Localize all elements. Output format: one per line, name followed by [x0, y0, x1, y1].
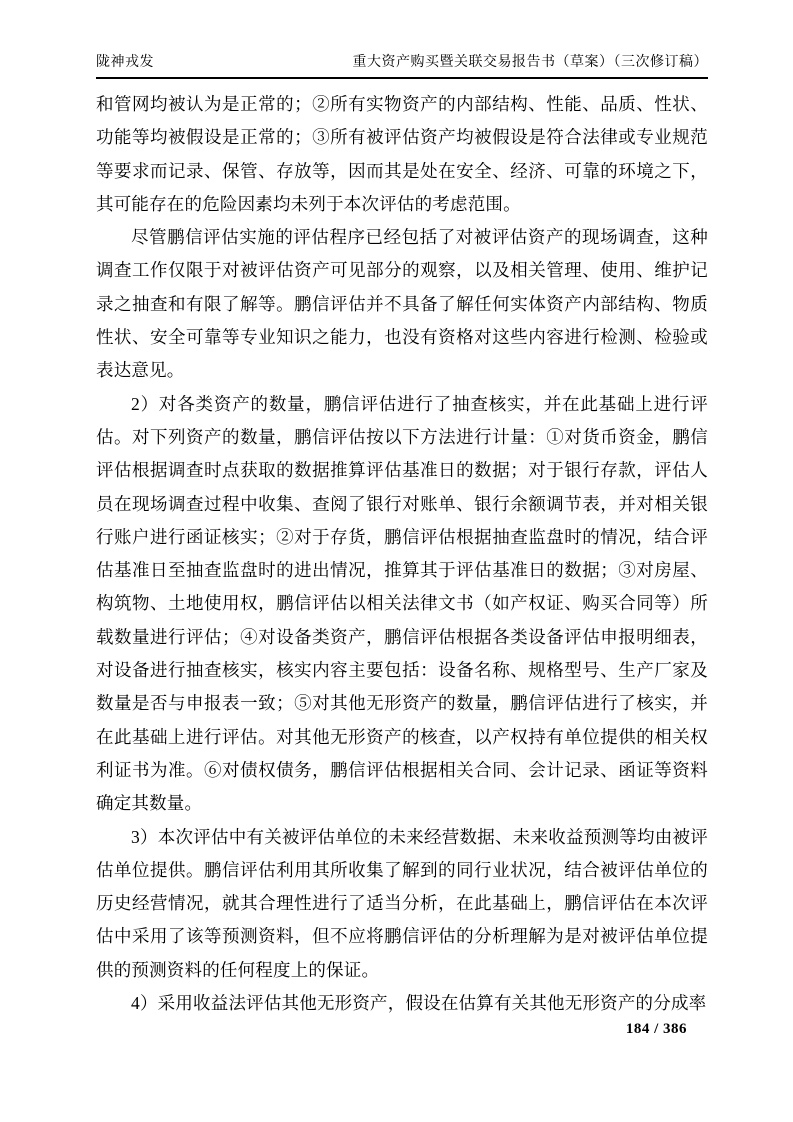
header-right-title: 重大资产购买暨关联交易报告书（草案）（三次修订稿）	[352, 55, 708, 70]
page-header	[96, 54, 708, 79]
page-number: 184 / 386	[625, 1021, 687, 1037]
paragraph-item-4: 4）采用收益法评估其他无形资产，假设在估算有关其他无形资产的分成率	[131, 993, 707, 1014]
document-body	[96, 88, 708, 1020]
paragraph-continued: 和管网均被认为是正常的；②所有实物资产的内部结构、性能、品质、性状、功能等均被假设是正常的；③所有被评估资产均被假设是符合法律或专业规范等要求而记录、保管、存放等，因而其是处在安全、经济、可靠的环境之下，其可能存在的危险因素均未列于本次评估的考虑范围。	[96, 94, 708, 214]
paragraph-item-3: 3）本次评估中有关被评估单位的未来经营数据、未来收益预测等均由被评估单位提供。鹏信评估利用其所收集了解到的同行业状况，结合被评估单位的历史经营情况，就其合理性进行了适当分析，在此基础上，鹏信评估在本次评估中采用了该等预测资料，但不应将鹏信评估的分析理解为是对被评估单位提供的预测资料的任何程度上的保证。	[96, 826, 708, 980]
paragraph-item-2: 2）对各类资产的数量，鹏信评估进行了抽查核实，并在此基础上进行评估。对下列资产的数量，鹏信评估按以下方法进行计量：①对货币资金，鹏信评估根据调查时点获取的数据推算评估基准日的数据；对于银行存款，评估人员在现场调查过程中收集、查阅了银行对账单、银行余额调节表，并对相关银行账户进行函证核实；②对于存货，鹏信评估根据抽查监盘时的情况，结合评估基准日至抽查监盘时的进出情况，推算其于评估基准日的数据；③对房屋、构筑物、土地使用权，鹏信评估以相关法律文书（如产权证、购买合同等）所载数量进行评估；④对设备类资产，鹏信评估根据各类设备评估申报明细表，对设备进行抽查核实，核实内容主要包括：设备名称、规格型号、生产厂家及数量是否与申报表一致；⑤对其他无形资产的数量，鹏信评估进行了核实，并在此基础上进行评估。对其他无形资产的核查，以产权持有单位提供的相关权利证书为准。⑥对债权债务，鹏信评估根据相关合同、会计记录、函证等资料确定其数量。	[96, 393, 708, 814]
paragraph: 尽管鹏信评估实施的评估程序已经包括了对被评估资产的现场调查，这种调查工作仅限于对被评估资产可见部分的观察，以及相关管理、使用、维护记录之抽查和有限了解等。鹏信评估并不具备了解任何实体资产内部结构、物质性状、安全可靠等专业知识之能力，也没有资格对这些内容进行检测、检验或表达意见。	[96, 227, 708, 381]
header-left-title: 陇神戎发	[96, 55, 154, 70]
